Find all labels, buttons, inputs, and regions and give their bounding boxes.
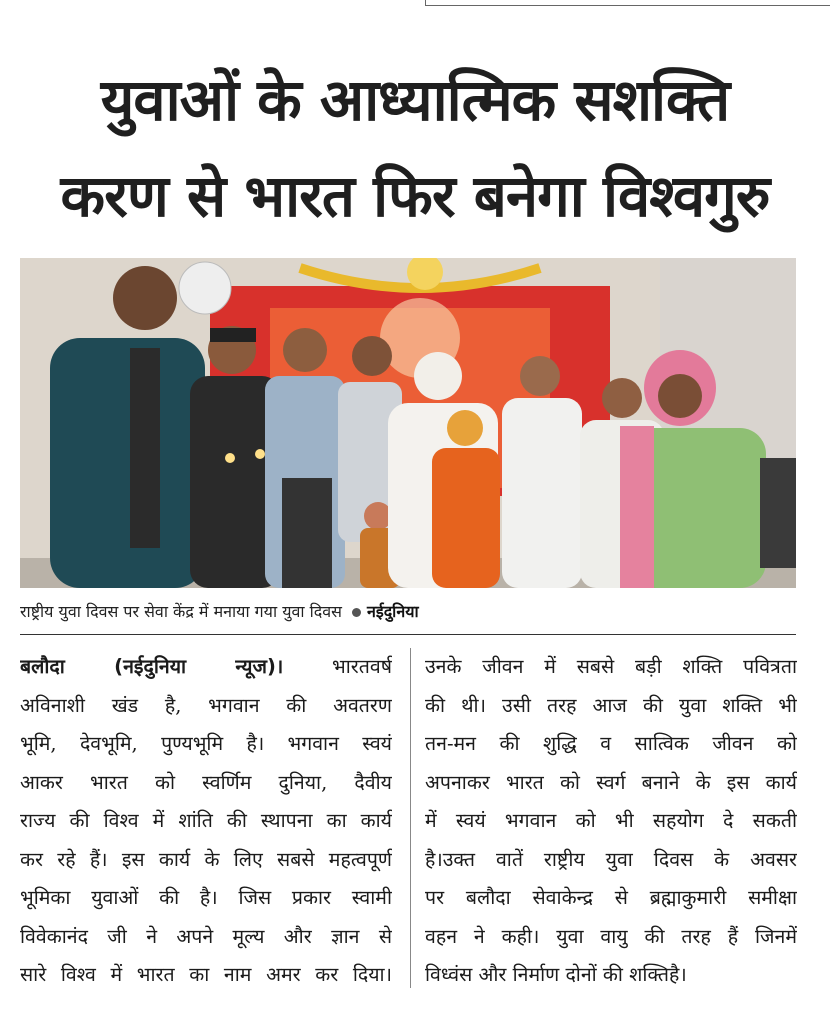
caption-brand: नईदुनिया xyxy=(366,602,419,621)
headline xyxy=(0,52,830,244)
news-photo xyxy=(20,258,796,588)
article-line: उनके जीवन में सबसे बड़ी शक्ति पवित्रता xyxy=(425,655,797,678)
article-line: सारे विश्व में भारत का नाम अमर कर दिया। xyxy=(20,963,392,986)
article-line: वहन ने कही। युवा वायु की तरह हैं जिनमें xyxy=(425,924,797,948)
bullet-dot-icon xyxy=(352,608,361,617)
article-line: की थी। उसी तरह आज की युवा शक्ति भी xyxy=(425,693,797,717)
article-line: अविनाशी खंड है, भगवान की अवतरण xyxy=(20,693,392,717)
article-line: अपनाकर भारत को स्वर्ग बनाने के इस कार्य xyxy=(425,770,797,794)
article-line: कर रहे हैं। इस कार्य के लिए सबसे महत्वपूर्ण xyxy=(20,847,392,871)
article-line: बलौदा (नईदुनिया न्यूज)। भारतवर्ष xyxy=(20,655,392,678)
article-line: आकर भारत को स्वर्णिम दुनिया, दैवीय xyxy=(20,770,392,794)
article-line: में स्वयं भगवान को भी सहयोग दे सकती xyxy=(425,809,797,832)
caption-text: राष्ट्रीय युवा दिवस पर सेवा केंद्र में मनाया गया युवा दिवस xyxy=(20,602,342,621)
dateline: बलौदा (नईदुनिया न्यूज)। xyxy=(20,655,284,678)
headline-line-1: युवाओं के आध्यात्मिक सशक्ति xyxy=(100,66,730,134)
article-column-left xyxy=(20,648,392,995)
column-divider xyxy=(410,648,411,988)
article-line: भूमिका युवाओं की है। जिस प्रकार स्वामी xyxy=(20,886,392,909)
article-line: राज्य की विश्व में शांति की स्थापना का कार्य xyxy=(20,809,392,832)
caption-divider xyxy=(20,634,796,635)
headline-line-2: करण से भारत फिर बनेगा विश्वगुरु xyxy=(60,162,770,230)
photo-caption xyxy=(20,597,796,627)
top-border-rule xyxy=(425,0,830,6)
article-line: विवेकानंद जी ने अपने मूल्य और ज्ञान से xyxy=(20,924,392,948)
article-line: पर बलौदा सेवाकेन्द्र से ब्रह्माकुमारी समीक्षा xyxy=(425,886,797,909)
article-line: तन-मन की शुद्धि व सात्विक जीवन को xyxy=(425,732,797,755)
article-line: विध्वंस और निर्माण दोनों की शक्तिहै। xyxy=(425,963,687,986)
article-line: है।उक्त वातें राष्ट्रीय युवा दिवस के अवसर xyxy=(425,847,797,871)
article-line: भूमि, देवभूमि, पुण्यभूमि है। भगवान स्वयं xyxy=(20,732,392,755)
article-column-right xyxy=(425,648,797,995)
